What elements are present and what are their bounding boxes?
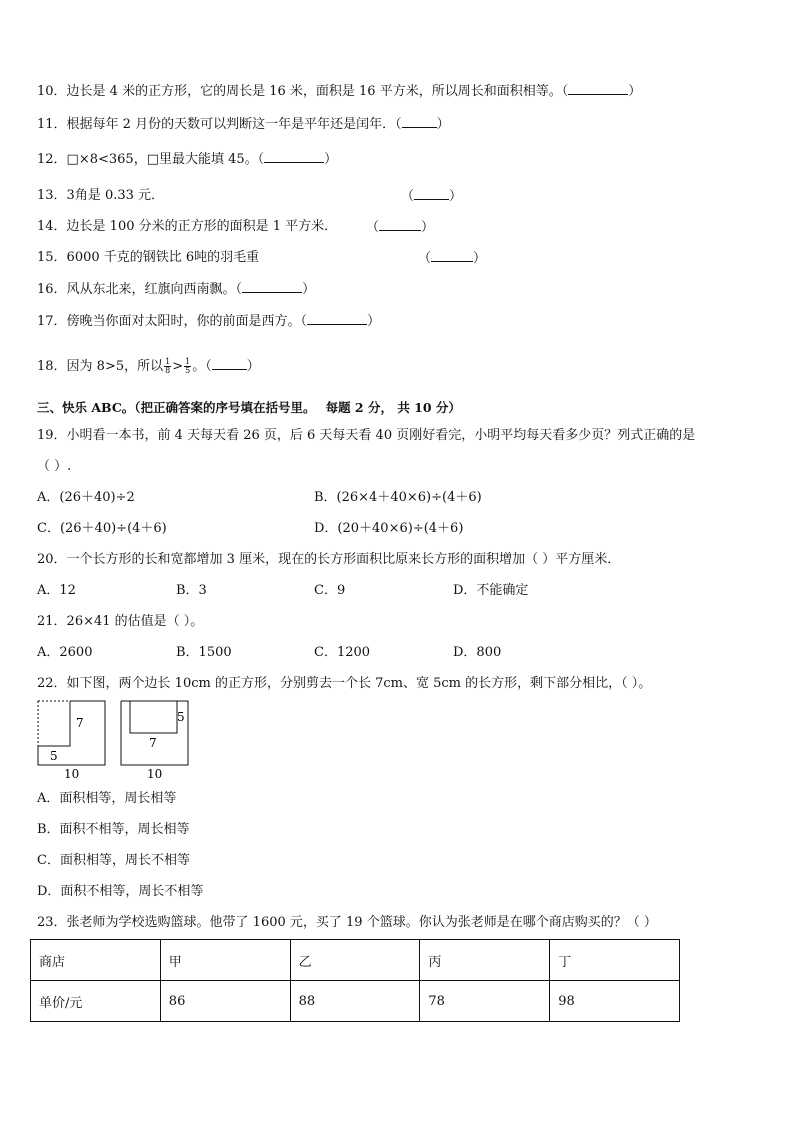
answer-blank[interactable]: [402, 115, 437, 128]
greater-than-sign: >: [172, 359, 184, 374]
table-cell: 86: [160, 981, 290, 1022]
fraction-one-eighth: $\frac{1}{8}$: [165, 357, 171, 375]
question-14-bracket: （ ）: [366, 220, 435, 235]
section-score: 每题 2 分， 共 10 分）: [325, 400, 461, 415]
question-10: 10．边长是 4 米的正方形，它的周长是 16 米，面积是 16 平方米，所以周长和面积相等。（ ）: [37, 84, 642, 99]
cut-out-rectangle: [38, 701, 70, 746]
question-text: 6000 千克的钢铁比 6吨的羽毛重: [66, 250, 260, 265]
table-row: [31, 940, 680, 981]
question-text: 21．26×41 的估值是（ ）。: [37, 614, 204, 629]
option-d[interactable]: D．(20＋40×6)÷(4＋6): [314, 521, 464, 536]
question-number: 14．: [37, 219, 67, 234]
question-text: 19．小明看一本书，前 4 天每天看 26 页，后 6 天每天看 40 页刚好看完，小明平均每天看多少页？列式正确的是: [37, 428, 696, 443]
question-text: 因为 8>5，所以: [66, 359, 164, 374]
table-row: [31, 981, 680, 1022]
question-number: 11．: [37, 117, 67, 132]
option-d[interactable]: D．800: [453, 645, 502, 660]
option-a[interactable]: A．2600: [37, 645, 93, 660]
label-5: 5: [50, 749, 58, 763]
option-a[interactable]: A．12: [37, 583, 76, 598]
price-table: [30, 939, 680, 1022]
question-15-bracket: （ ）: [418, 251, 487, 266]
label-5: 5: [177, 710, 185, 724]
table-cell: 78: [420, 981, 550, 1022]
answer-blank[interactable]: [212, 357, 247, 370]
question-19-bracket: （ ）.: [37, 459, 72, 474]
option-d[interactable]: D．不能确定: [453, 583, 529, 598]
table-cell: 甲: [160, 940, 290, 981]
question-text: 边长是 4 米的正方形，它的周长是 16 米，面积是 16 平方米，所以周长和面积相等。（: [66, 84, 569, 99]
table-cell: 单价/元: [31, 981, 161, 1022]
question-14: [37, 218, 337, 236]
table-cell: 丁: [550, 940, 680, 981]
question-23: [37, 914, 657, 932]
remaining-shape: [38, 701, 105, 765]
question-13: [37, 187, 164, 205]
option-b[interactable]: B．3: [176, 583, 207, 598]
question-text: 23．张老师为学校选购篮球。他带了 1600 元，买了 19 个篮球。你认为张老师是在哪个商店购买的？（ ）: [37, 915, 657, 930]
table-cell: 98: [550, 981, 680, 1022]
option-b[interactable]: B．1500: [176, 645, 232, 660]
section-3-heading: [37, 399, 461, 417]
answer-blank[interactable]: [307, 312, 367, 325]
question-13-bracket: （ ）: [401, 189, 463, 204]
label-7: 7: [76, 716, 84, 730]
label-10: 10: [64, 767, 80, 781]
question-22: [37, 675, 651, 693]
table-cell: 88: [290, 981, 420, 1022]
answer-blank[interactable]: [242, 280, 302, 293]
question-11: 11．根据每年 2 月份的天数可以判断这一年是平年还是闰年．（ ）: [37, 117, 450, 132]
square-figure-1: [36, 699, 108, 783]
question-number: 18．: [37, 359, 67, 374]
label-10: 10: [147, 767, 163, 781]
table-cell: 商店: [31, 940, 161, 981]
question-17: 17．傍晚当你面对太阳时，你的前面是西方。（ ）: [37, 314, 381, 329]
section-title: 三、快乐 ABC。（把正确答案的序号填在括号里。: [37, 400, 316, 415]
option-b[interactable]: B．(26×4＋40×6)÷(4＋6): [314, 490, 482, 505]
question-number: 10．: [37, 84, 67, 99]
question-16: 16．风从东北来，红旗向西南飘。（ ）: [37, 282, 316, 297]
fraction-one-fifth: $\frac{1}{5}$: [185, 357, 191, 375]
question-text: 22．如下图，两个边长 10cm 的正方形，分别剪去一个长 7cm、宽 5cm 的长方形，剩下部分相比，（ ）。: [37, 676, 652, 691]
option-c[interactable]: C．面积相等，周长不相等: [37, 853, 190, 868]
question-number: 15．: [37, 250, 67, 265]
question-text: □×8<365，□里最大能填 45。（: [66, 152, 265, 167]
question-15: [37, 249, 259, 267]
question-19: [37, 427, 695, 445]
option-c[interactable]: C．(26＋40)÷(4＋6): [37, 521, 167, 536]
question-12: 12．□×8<365，□里最大能填 45。（ ）: [37, 152, 338, 167]
option-a[interactable]: A．(26＋40)÷2: [37, 490, 135, 505]
option-c[interactable]: C．9: [314, 583, 346, 598]
answer-blank[interactable]: [568, 82, 628, 95]
question-number: 16．: [37, 282, 67, 297]
question-text: 20．一个长方形的长和宽都增加 3 厘米，现在的长方形面积比原来长方形的面积增加（ ）平方厘米．: [37, 552, 621, 567]
question-text: 风从东北来，红旗向西南飘。（: [66, 282, 243, 297]
question-text: 傍晚当你面对太阳时，你的前面是西方。（: [66, 314, 308, 329]
answer-blank[interactable]: [264, 150, 324, 163]
question-number: 13．: [37, 188, 67, 203]
question-number: 12．: [37, 152, 67, 167]
answer-blank[interactable]: [414, 187, 449, 200]
option-d[interactable]: D．面积不相等，周长不相等: [37, 884, 204, 899]
question-text: 3角是 0.33 元．: [66, 188, 165, 203]
question-20: [37, 551, 620, 569]
label-7: 7: [149, 736, 157, 750]
question-21: [37, 613, 203, 631]
option-c[interactable]: C．1200: [314, 645, 371, 660]
answer-blank[interactable]: [379, 218, 421, 231]
option-a[interactable]: A．面积相等，周长相等: [37, 791, 177, 806]
table-cell: 丙: [420, 940, 550, 981]
question-18: 18．因为 8>5，所以 $\frac{1}{8}$ > $\frac{1}{5}$ 。（ ）: [37, 357, 260, 375]
answer-blank[interactable]: [431, 249, 473, 262]
question-number: 17．: [37, 314, 67, 329]
option-b[interactable]: B．面积不相等，周长相等: [37, 822, 190, 837]
question-text: 边长是 100 分米的正方形的面积是 1 平方米．: [66, 219, 338, 234]
square-figure-2: [119, 699, 191, 783]
table-cell: 乙: [290, 940, 420, 981]
question-text: 根据每年 2 月份的天数可以判断这一年是平年还是闰年．（: [66, 117, 402, 132]
